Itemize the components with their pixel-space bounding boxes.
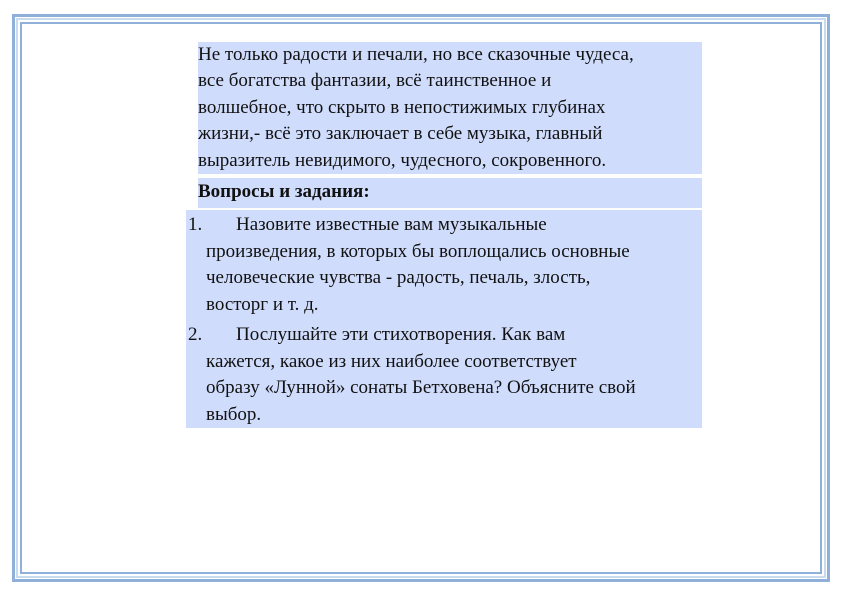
list-item (186, 322, 702, 428)
list-item-line: кажется, какое из них наиболее соответствует (206, 350, 577, 372)
paragraph-line: выразитель невидимого, чудесного, сокровенного. (198, 149, 607, 171)
paragraph-line: все богатства фантазии, всё таинственное и (198, 70, 552, 92)
paragraph-line: волшебное, что скрыто в непостижимых глубинах (198, 96, 606, 118)
paragraph-line: жизни,- всё это заключает в себе музыка, главный (198, 123, 603, 145)
list-item-line: человеческие чувства - радость, печаль, злость, (206, 267, 591, 289)
questions-list (186, 210, 702, 428)
list-item-number: 2. (188, 324, 203, 345)
list-item-line: произведения, в которых бы воплощались основные (206, 240, 630, 262)
questions-heading: Вопросы и задания: (198, 178, 702, 208)
list-item-line: Послушайте эти стихотворения. Как вам (236, 324, 566, 345)
list-item (186, 212, 702, 318)
list-item-line: Назовите известные вам музыкальные (236, 214, 547, 235)
list-item-line: образу «Лунной» сонаты Бетховена? Объясните свой (206, 377, 636, 399)
list-item-line: восторг и т. д. (206, 293, 319, 315)
paragraph-line: Не только радости и печали, но все сказочные чудеса, (198, 44, 634, 65)
list-item-number: 1. (188, 214, 203, 235)
intro-paragraph (198, 42, 702, 174)
list-item-line: выбор. (206, 403, 262, 425)
